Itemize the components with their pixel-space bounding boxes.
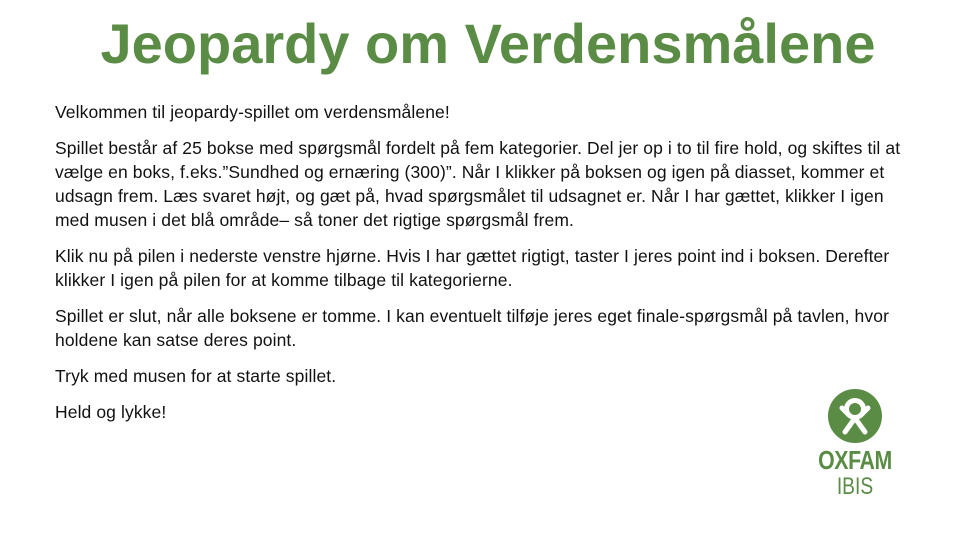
paragraph-rules: Spillet består af 25 bokse med spørgsmål fordelt på fem kategorier. Del jer op i to til fire hold, og skiftes til at vælge en boks, f.eks.”Sundhed og ernæring (300)”. Når I klikker på boksen og igen på diasset, kommer et udsagn frem. Læs svaret højt, og gæt på, hvad spørgsmålet til udsagnet er. Når I har gættet, klikker I igen med musen i det blå område– så toner det rigtige spørgsmål frem. xyxy=(55,138,901,230)
paragraph-good-luck: Held og lykke! xyxy=(55,402,167,422)
paragraph-start: Tryk med musen for at starte spillet. xyxy=(55,366,337,386)
oxfam-wordmark: OXFAM xyxy=(818,445,892,475)
slide-body xyxy=(55,100,915,436)
paragraph-welcome: Velkommen til jeopardy-spillet om verdensmålene! xyxy=(55,102,450,122)
slide-title: Jeopardy om Verdensmålene xyxy=(100,12,876,75)
paragraph-arrow-instructions: Klik nu på pilen i nederste venstre hjørne. Hvis I har gættet rigtigt, taster I jeres point ind i boksen. Derefter klikker I igen på pilen for at komme tilbage til kategorierne. xyxy=(55,246,890,290)
ibis-wordmark: IBIS xyxy=(836,473,874,500)
oxfam-ibis-logo xyxy=(810,388,900,508)
oxfam-logo-icon xyxy=(827,388,883,444)
paragraph-game-end: Spillet er slut, når alle boksene er tomme. I kan eventuelt tilføje jeres eget finale-spørgsmål på tavlen, hvor holdene kan satse deres point. xyxy=(55,306,889,350)
